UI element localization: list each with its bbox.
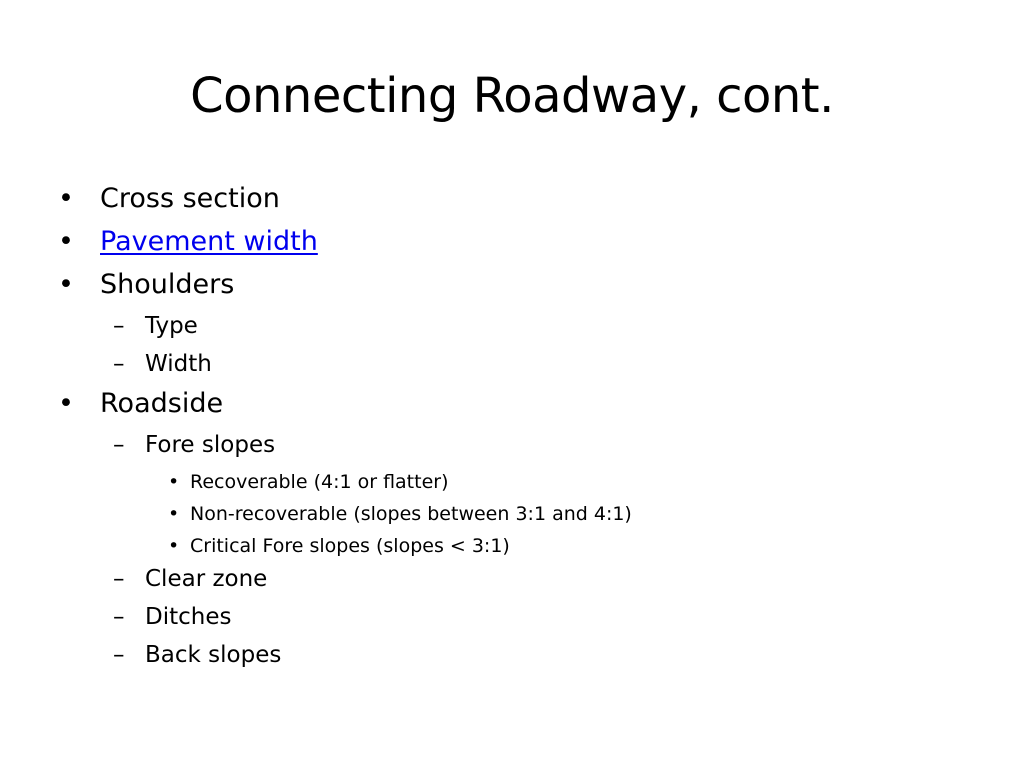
bullet-icon: • <box>58 269 74 300</box>
slide-content <box>58 180 978 676</box>
list-item-critical-fore-slopes <box>58 530 978 562</box>
bullet-icon: • <box>58 183 74 214</box>
list-item-width <box>58 347 978 385</box>
list-item-text: Critical Fore slopes (slopes < 3:1) <box>190 535 510 557</box>
list-item-shoulders <box>58 266 978 309</box>
bullet-icon: • <box>168 503 180 525</box>
list-item-text: Roadside <box>100 388 224 419</box>
list-item-fore-slopes <box>58 428 978 466</box>
dash-icon: – <box>113 604 125 630</box>
list-item-pavement-width <box>58 223 978 266</box>
list-item-text: Shoulders <box>100 269 235 300</box>
list-item-text: Fore slopes <box>145 432 276 458</box>
dash-icon: – <box>113 566 125 592</box>
list-item-non-recoverable <box>58 498 978 530</box>
bullet-icon: • <box>58 226 74 257</box>
list-item-back-slopes <box>58 638 978 676</box>
list-item-text: Width <box>145 351 212 377</box>
list-item-text: Ditches <box>145 604 232 630</box>
list-item-text: Cross section <box>100 183 280 214</box>
list-item-type <box>58 309 978 347</box>
bullet-icon: • <box>58 388 74 419</box>
list-item-text: Clear zone <box>145 566 268 592</box>
list-item-text: Non-recoverable (slopes between 3:1 and 4:1) <box>190 503 632 525</box>
list-item-roadside <box>58 385 978 428</box>
list-item-text: Back slopes <box>145 642 282 668</box>
bullet-icon: • <box>168 535 180 557</box>
dash-icon: – <box>113 351 125 377</box>
dash-icon: – <box>113 313 125 339</box>
list-item-text: Recoverable (4:1 or flatter) <box>190 471 449 493</box>
list-item-recoverable <box>58 466 978 498</box>
bullet-icon: • <box>168 471 180 493</box>
list-item-ditches <box>58 600 978 638</box>
dash-icon: – <box>113 432 125 458</box>
list-item-cross-section <box>58 180 978 223</box>
pavement-width-link[interactable]: Pavement width <box>100 226 318 257</box>
slide-title: Connecting Roadway, cont. <box>190 68 834 124</box>
dash-icon: – <box>113 642 125 668</box>
list-item-text: Type <box>145 313 198 339</box>
list-item-clear-zone <box>58 562 978 600</box>
